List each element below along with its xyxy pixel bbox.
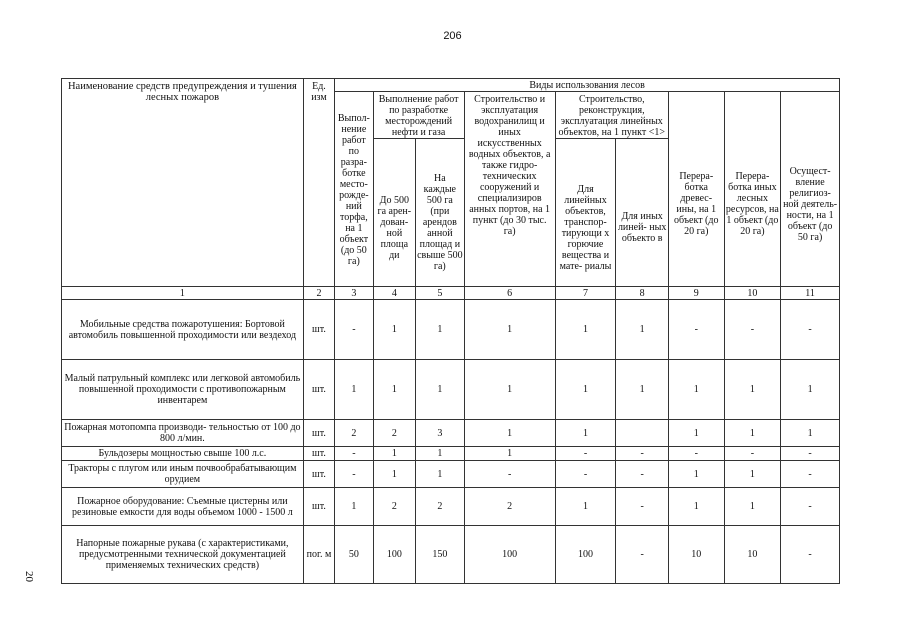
cell-value: 2 <box>373 488 415 526</box>
cell-value: - <box>616 526 669 584</box>
row-unit: шт. <box>303 461 334 488</box>
cell-value: 1 <box>373 447 415 461</box>
col-number: 1 <box>62 287 304 300</box>
header-linear: Строительство, реконструкция, эксплуатация линейных объектов, на 1 пункт <1> <box>555 92 668 139</box>
header-col9: Перера- ботка древес- ины, на 1 объект (до 20 га) <box>668 92 724 287</box>
cell-value: 1 <box>616 300 669 360</box>
cell-value: 1 <box>668 360 724 420</box>
side-page-number: 20 <box>23 571 35 582</box>
col-number: 6 <box>464 287 555 300</box>
cell-value: - <box>616 447 669 461</box>
row-name: Пожарное оборудование: Съемные цистерны или резиновые емкости для воды объемом 1000 - 1500 л <box>62 488 304 526</box>
cell-value: - <box>781 526 840 584</box>
cell-value: 1 <box>555 300 616 360</box>
cell-value: - <box>668 300 724 360</box>
row-unit: пог. м <box>303 526 334 584</box>
header-col6: Строительство и эксплуатация водохранилищ и иных искусственных водных объектов, а также гидро- технических сооружений и специализиров анных портов, на 1 пункт (до 30 тыс. га) <box>464 92 555 287</box>
col-number: 4 <box>373 287 415 300</box>
table-row <box>62 447 840 461</box>
col-number: 10 <box>724 287 781 300</box>
cell-value: 1 <box>373 300 415 360</box>
row-name: Тракторы с плугом или иным почвообрабатывающим орудием <box>62 461 304 488</box>
cell-value: 1 <box>335 488 373 526</box>
cell-value: 1 <box>616 360 669 420</box>
row-name: Мобильные средства пожаротушения: Бортовой автомобиль повышенной проходимости или вездеход <box>62 300 304 360</box>
cell-value: 2 <box>373 420 415 447</box>
cell-value <box>616 420 669 447</box>
col-number: 7 <box>555 287 616 300</box>
cell-value: 1 <box>416 461 465 488</box>
cell-value: 10 <box>668 526 724 584</box>
cell-value: 1 <box>724 488 781 526</box>
row-name: Пожарная мотопомпа производи- тельностью от 100 до 800 л/мин. <box>62 420 304 447</box>
col-number: 5 <box>416 287 465 300</box>
cell-value: 100 <box>555 526 616 584</box>
col-number: 9 <box>668 287 724 300</box>
cell-value: 3 <box>416 420 465 447</box>
cell-value: 1 <box>416 300 465 360</box>
table-row <box>62 360 840 420</box>
cell-value: - <box>555 461 616 488</box>
header-name: Наименование средств предупреждения и тушения лесных пожаров <box>62 79 304 287</box>
table-row <box>62 300 840 360</box>
cell-value: - <box>335 461 373 488</box>
cell-value: 100 <box>464 526 555 584</box>
cell-value: 1 <box>464 300 555 360</box>
cell-value: - <box>668 447 724 461</box>
cell-value: 1 <box>416 447 465 461</box>
cell-value: 1 <box>724 360 781 420</box>
cell-value: 1 <box>416 360 465 420</box>
cell-value: 50 <box>335 526 373 584</box>
page-number: 206 <box>443 30 462 42</box>
cell-value: - <box>616 488 669 526</box>
cell-value: - <box>781 300 840 360</box>
cell-value: 1 <box>555 488 616 526</box>
header-col3: Выпол- нение работ по разра- ботке место- рожде- ний торфа, на 1 объект (до 50 га) <box>335 92 373 287</box>
header-col8: Для иных линей- ных объекто в <box>616 139 669 287</box>
cell-value: 1 <box>668 488 724 526</box>
cell-value: - <box>335 300 373 360</box>
cell-value: 150 <box>416 526 465 584</box>
table-row <box>62 526 840 584</box>
cell-value: - <box>781 447 840 461</box>
row-unit: шт. <box>303 300 334 360</box>
cell-value: 2 <box>335 420 373 447</box>
cell-value: 1 <box>781 420 840 447</box>
cell-value: 1 <box>464 420 555 447</box>
header-col11: Осущест- вление религиоз- ной деятель- ности, на 1 объект (до 50 га) <box>781 92 840 287</box>
col-number: 2 <box>303 287 334 300</box>
header-oil-gas: Выполнение работ по разработке месторождений нефти и газа <box>373 92 464 139</box>
row-unit: шт. <box>303 488 334 526</box>
header-col10: Перера- ботка иных лесных ресурсов, на 1 объект (до 20 га) <box>724 92 781 287</box>
cell-value: 2 <box>464 488 555 526</box>
cell-value: 1 <box>373 461 415 488</box>
row-name: Напорные пожарные рукава (с характеристиками, предусмотренными технической документацией применяемых технических средств) <box>62 526 304 584</box>
col-number: 8 <box>616 287 669 300</box>
row-unit: шт. <box>303 447 334 461</box>
cell-value: - <box>335 447 373 461</box>
cell-value: 100 <box>373 526 415 584</box>
cell-value: 2 <box>416 488 465 526</box>
header-col7: Для линейных объектов, транспор- тирующи х горючие вещества и мате- риалы <box>555 139 616 287</box>
cell-value: 1 <box>724 420 781 447</box>
cell-value: - <box>724 447 781 461</box>
cell-value: - <box>781 461 840 488</box>
cell-value: 1 <box>668 461 724 488</box>
header-unit: Ед. изм <box>303 79 334 287</box>
cell-value: - <box>555 447 616 461</box>
cell-value: 1 <box>724 461 781 488</box>
header-col4: До 500 га арен- дован- ной площа ди <box>373 139 415 287</box>
row-name: Малый патрульный комплекс или легковой автомобиль повышенной проходимости с противопожарным инвентарем <box>62 360 304 420</box>
cell-value: - <box>616 461 669 488</box>
cell-value: - <box>781 488 840 526</box>
col-number: 11 <box>781 287 840 300</box>
table-row <box>62 461 840 488</box>
header-usage-group: Виды использования лесов <box>335 79 840 92</box>
row-name: Бульдозеры мощностью свыше 100 л.с. <box>62 447 304 461</box>
cell-value: - <box>464 461 555 488</box>
table-body <box>62 300 840 584</box>
col-number: 3 <box>335 287 373 300</box>
table-header <box>62 79 840 300</box>
cell-value: 1 <box>335 360 373 420</box>
cell-value: 10 <box>724 526 781 584</box>
cell-value: 1 <box>555 360 616 420</box>
cell-value: 1 <box>781 360 840 420</box>
fire-equipment-table <box>61 78 840 584</box>
cell-value: 1 <box>373 360 415 420</box>
cell-value: 1 <box>668 420 724 447</box>
cell-value: - <box>724 300 781 360</box>
cell-value: 1 <box>555 420 616 447</box>
row-unit: шт. <box>303 360 334 420</box>
row-unit: шт. <box>303 420 334 447</box>
header-col5: На каждые 500 га (при арендов анной площад и свыше 500 га) <box>416 139 465 287</box>
table-row <box>62 420 840 447</box>
cell-value: 1 <box>464 447 555 461</box>
table-row <box>62 488 840 526</box>
cell-value: 1 <box>464 360 555 420</box>
column-number-row <box>62 287 840 300</box>
